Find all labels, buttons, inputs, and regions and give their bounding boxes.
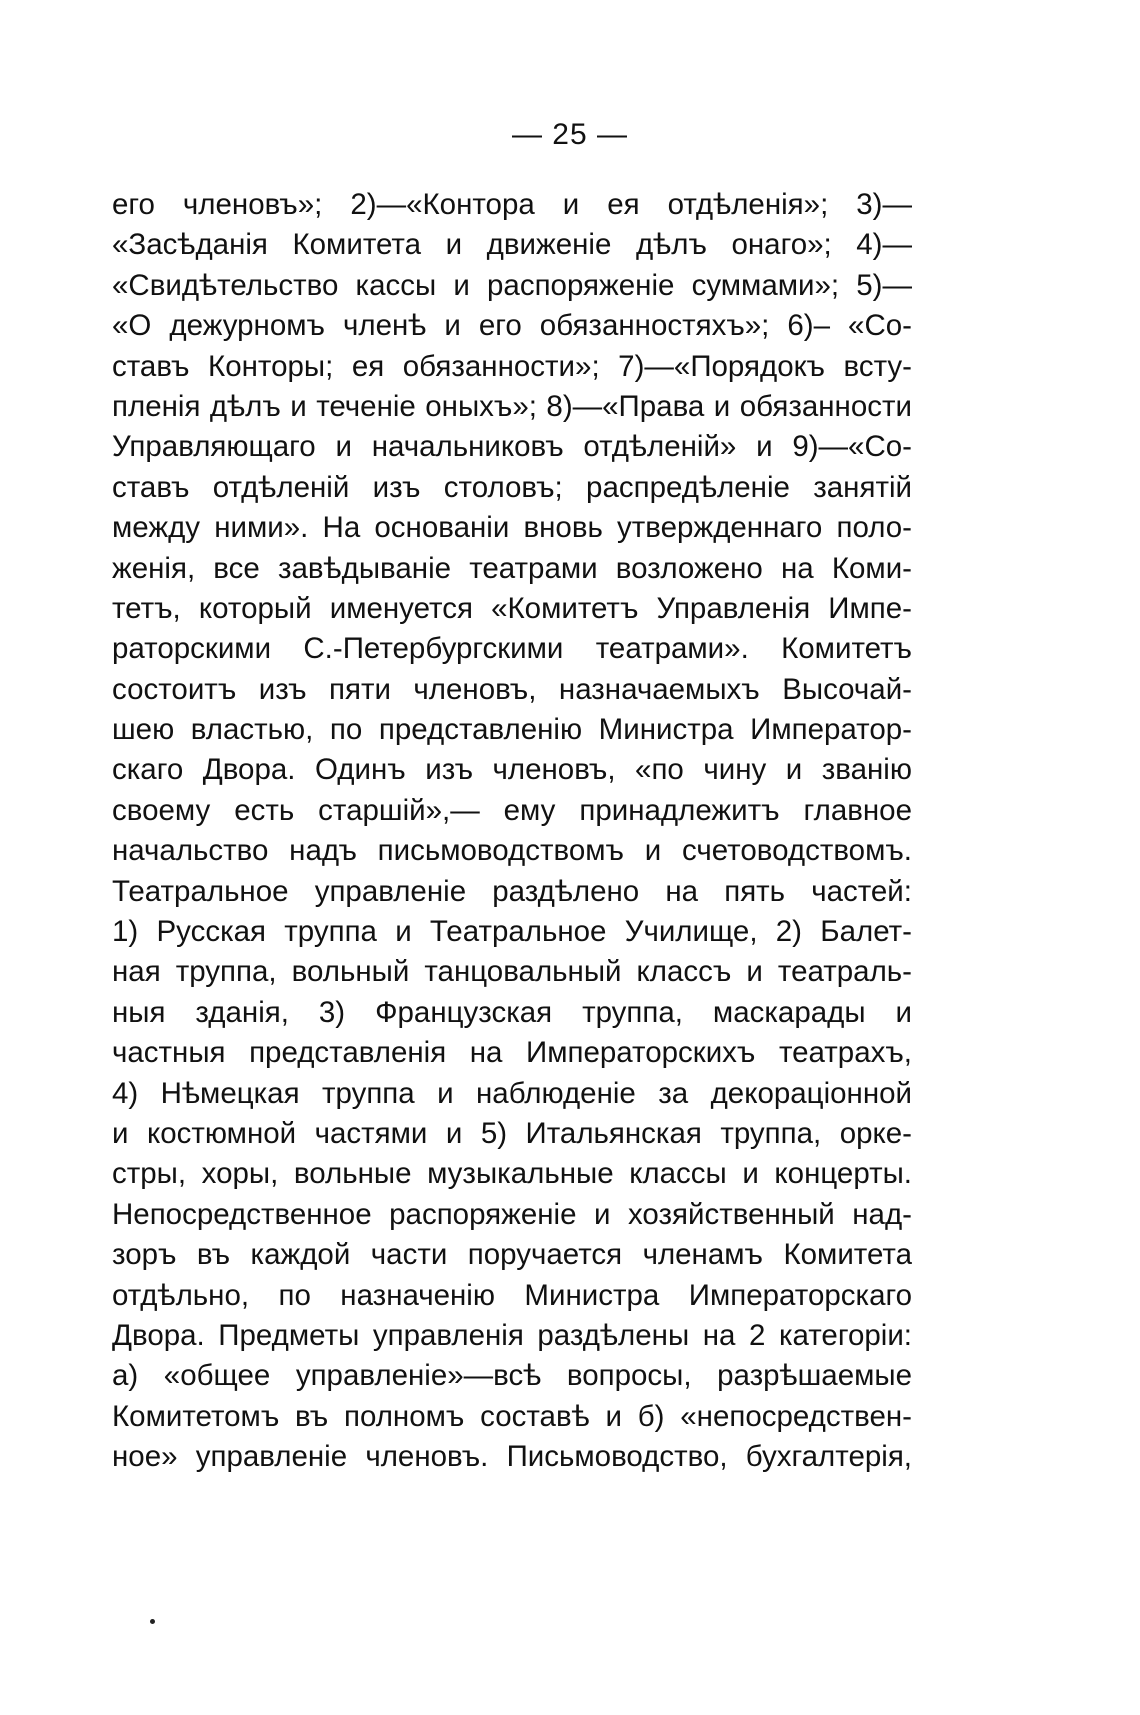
page-number: — 25 —	[511, 118, 629, 151]
text-line: и костюмной частями и 5) Итальянская труппа, орке-	[112, 1116, 912, 1150]
text-line: между ними». На основаніи вновь утвержденнаго поло-	[112, 511, 912, 545]
text-line: частныя представленія на Императорскихъ театрахъ,	[112, 1036, 912, 1070]
text-line: а) «общее управленіе»—всѣ вопросы, разрѣшаемые	[112, 1359, 912, 1393]
text-line: начальство надъ письмоводствомъ и счетоводствомъ.	[112, 834, 912, 868]
text-line: его членовъ»; 2)—«Контора и ея отдѣленія»; 3)—	[112, 188, 912, 221]
text-line: ное» управленіе членовъ. Письмоводство, бухгалтерія,	[112, 1440, 912, 1474]
text-line: Театральное управленіе раздѣлено на пять частей:	[112, 874, 912, 908]
text-line: скаго Двора. Одинъ изъ членовъ, «по чину и званію	[112, 753, 912, 787]
body-text	[112, 185, 912, 1478]
text-line: ставъ Конторы; ея обязанности»; 7)—«Порядокъ всту-	[112, 349, 912, 383]
text-line: состоитъ изъ пяти членовъ, назначаемыхъ Высочай-	[112, 672, 912, 706]
text-line: Двора. Предметы управленія раздѣлены на 2 категоріи:	[112, 1318, 912, 1352]
text-line: Комитетомъ въ полномъ составѣ и б) «непосредствен-	[112, 1399, 912, 1433]
ink-speck	[150, 1619, 155, 1624]
text-line: Непосредственное распоряженіе и хозяйственный над-	[112, 1197, 912, 1231]
text-line: раторскими С.-Петербургскими театрами». Комитетъ	[112, 632, 912, 666]
text-line: женія, все завѣдываніе театрами возложено на Коми-	[112, 551, 912, 585]
text-line: 4) Нѣмецкая труппа и наблюденіе за декораціонной	[112, 1076, 912, 1110]
text-line: «Свидѣтельство кассы и распоряженіе суммами»; 5)—	[112, 268, 912, 302]
text-line: ная труппа, вольный танцовальный классъ и театраль-	[112, 955, 912, 989]
text-line: тетъ, который именуется «Комитетъ Управленія Импе-	[112, 591, 912, 625]
text-line: шею властью, по представленію Министра Император-	[112, 713, 912, 747]
text-line: своему есть старшій»,— ему принадлежитъ главное	[112, 793, 912, 827]
text-line: пленія дѣлъ и теченіе оныхъ»; 8)—«Права и обязанности	[112, 389, 912, 423]
text-line: Управляющаго и начальниковъ отдѣленій» и 9)—«Со-	[112, 430, 912, 464]
text-line: стры, хоры, вольные музыкальные классы и концерты.	[112, 1157, 912, 1191]
text-line: «О дежурномъ членѣ и его обязанностяхъ»; 6)– «Со-	[112, 309, 912, 343]
text-line: 1) Русская труппа и Театральное Училище, 2) Балет-	[112, 915, 912, 949]
text-line: отдѣльно, по назначенію Министра Императорскаго	[112, 1278, 912, 1312]
text-line: ставъ отдѣленій изъ столовъ; распредѣленіе занятій	[112, 470, 912, 504]
text-line: ныя зданія, 3) Французская труппа, маскарады и	[112, 995, 912, 1029]
text-line: зоръ въ каждой части поручается членамъ Комитета	[112, 1238, 912, 1272]
text-line: «Засѣданія Комитета и движеніе дѣлъ онаго»; 4)—	[112, 228, 912, 262]
